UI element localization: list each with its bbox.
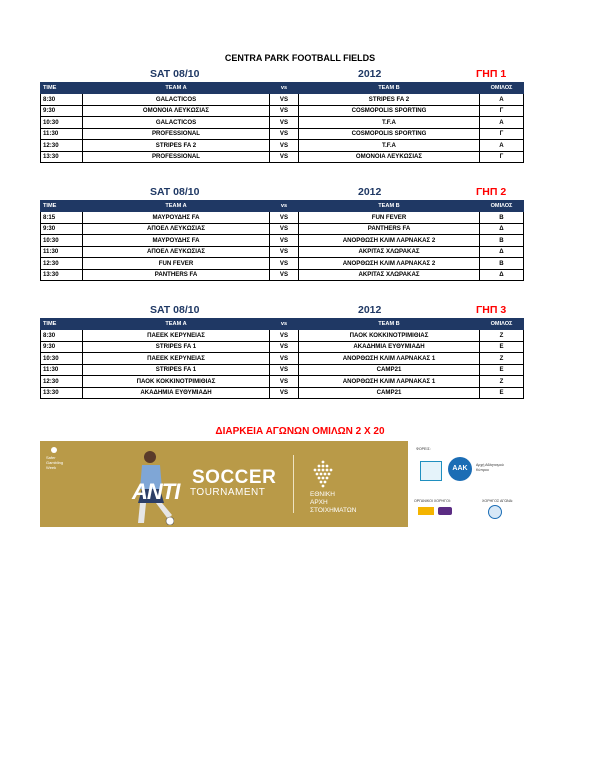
- section-date: SAT 08/10: [150, 304, 200, 316]
- section-field: ΓΗΠ 3: [476, 304, 507, 316]
- cell-time: 9:30: [41, 223, 83, 235]
- sponsor-logo-1: [418, 507, 434, 515]
- cell-team-a: STRIPES FA 2: [83, 140, 270, 152]
- sponsor-logo-2: [438, 507, 452, 515]
- cell-time: 8:30: [41, 94, 83, 106]
- cell-team-a: PROFESSIONAL: [83, 128, 270, 140]
- cell-team-a: ΑΠΟΕΛ ΛΕΥΚΩΣΙΑΣ: [83, 223, 270, 235]
- tournament-logo-text: TOURNAMENT: [190, 487, 266, 498]
- cell-group: Δ: [480, 246, 524, 258]
- organizer-2-name: Αρχή Αθλητισμού Κύπρου: [476, 463, 504, 472]
- cell-team-b: PANTHERS FA: [299, 223, 480, 235]
- table-row: [41, 258, 524, 270]
- table-row: [41, 330, 524, 342]
- column-header-vs: vs: [270, 201, 299, 212]
- cell-vs: VS: [270, 330, 299, 342]
- schedule-section-field-3: [40, 304, 516, 399]
- organizer-logo-1: [420, 461, 442, 481]
- cell-vs: VS: [270, 376, 299, 388]
- sponsor-banner: [40, 441, 516, 527]
- authority-name: [310, 491, 356, 515]
- table-row: [41, 140, 524, 152]
- cell-group: Ε: [480, 364, 524, 376]
- cell-time: 8:30: [41, 330, 83, 342]
- cell-group: Α: [480, 117, 524, 129]
- schedule-table: [40, 82, 524, 163]
- cell-team-b: ΑΚΡΙΤΑΣ ΧΛΩΡΑΚΑΣ: [299, 246, 480, 258]
- cell-team-a: ΑΠΟΕΛ ΛΕΥΚΩΣΙΑΣ: [83, 246, 270, 258]
- cell-team-a: ΑΚΑΔΗΜΙΑ ΕΥΘΥΜΙΑΔΗ: [83, 387, 270, 399]
- cell-team-a: FUN FEVER: [83, 258, 270, 270]
- table-row: [41, 353, 524, 365]
- cell-team-b: STRIPES FA 2: [299, 94, 480, 106]
- table-row: [41, 235, 524, 247]
- cell-team-a: PROFESSIONAL: [83, 151, 270, 163]
- table-row: [41, 387, 524, 399]
- column-header-team-a: TEAM A: [83, 201, 270, 212]
- column-header-group: ΟΜΙΛΟΣ: [480, 319, 524, 330]
- cell-group: Ε: [480, 341, 524, 353]
- table-row: [41, 128, 524, 140]
- official-sponsors-label: ΟΡΓΑΝΙΚΟΙ ΧΟΡΗΓΟΙ:: [414, 499, 451, 503]
- cell-vs: VS: [270, 387, 299, 399]
- column-header-team-a: TEAM A: [83, 83, 270, 94]
- schedule-section-field-2: [40, 186, 516, 281]
- section-field: ΓΗΠ 2: [476, 186, 507, 198]
- table-row: [41, 212, 524, 224]
- table-header-row: [41, 83, 524, 94]
- table-row: [41, 94, 524, 106]
- cell-team-b: ΑΝΟΡΘΩΣΗ ΚΛΙΜ ΛΑΡΝΑΚΑΣ 2: [299, 235, 480, 247]
- cell-group: Α: [480, 140, 524, 152]
- cell-team-b: T.F.A: [299, 140, 480, 152]
- table-row: [41, 246, 524, 258]
- cell-team-b: CAMP21: [299, 387, 480, 399]
- section-field: ΓΗΠ 1: [476, 68, 507, 80]
- column-header-group: ΟΜΙΛΟΣ: [480, 201, 524, 212]
- cell-team-b: COSMOPOLIS SPORTING: [299, 128, 480, 140]
- column-header-vs: vs: [270, 319, 299, 330]
- section-year: 2012: [358, 68, 382, 80]
- cell-team-b: ΑΚΡΙΤΑΣ ΧΛΩΡΑΚΑΣ: [299, 269, 480, 281]
- cell-vs: VS: [270, 212, 299, 224]
- cell-group: Ζ: [480, 376, 524, 388]
- authority-line: ΕΘΝΙΚΗ: [310, 491, 335, 498]
- cell-group: Δ: [480, 269, 524, 281]
- cell-time: 12:30: [41, 376, 83, 388]
- cell-team-a: ΠΑΕΕΚ ΚΕΡΥΝΕΙΑΣ: [83, 330, 270, 342]
- cell-group: Γ: [480, 105, 524, 117]
- cell-team-a: PANTHERS FA: [83, 269, 270, 281]
- cell-vs: VS: [270, 246, 299, 258]
- cell-team-a: STRIPES FA 1: [83, 364, 270, 376]
- section-header: [40, 304, 516, 318]
- cell-time: 10:30: [41, 117, 83, 129]
- authority-line: ΑΡΧΗ: [310, 499, 328, 506]
- cell-team-b: COSMOPOLIS SPORTING: [299, 105, 480, 117]
- cell-vs: VS: [270, 117, 299, 129]
- column-header-team-b: TEAM B: [299, 319, 480, 330]
- cell-time: 9:30: [41, 105, 83, 117]
- safer-gambling-logo: [46, 447, 62, 477]
- cell-time: 11:30: [41, 364, 83, 376]
- cell-vs: VS: [270, 258, 299, 270]
- cell-vs: VS: [270, 223, 299, 235]
- cell-time: 13:30: [41, 269, 83, 281]
- cell-team-b: ΠΑΟΚ ΚΟΚΚΙΝΟΤΡΙΜΙΘΙΑΣ: [299, 330, 480, 342]
- cell-vs: VS: [270, 341, 299, 353]
- cell-team-a: GALACTICOS: [83, 117, 270, 129]
- cell-time: 12:30: [41, 140, 83, 152]
- cell-time: 10:30: [41, 235, 83, 247]
- section-header: [40, 68, 516, 82]
- table-row: [41, 223, 524, 235]
- column-header-time: TIME: [41, 319, 83, 330]
- anti-logo-text: ANTI: [132, 479, 180, 504]
- section-year: 2012: [358, 186, 382, 198]
- cell-team-a: ΠΑΕΕΚ ΚΕΡΥΝΕΙΑΣ: [83, 353, 270, 365]
- table-row: [41, 105, 524, 117]
- cell-time: 12:30: [41, 258, 83, 270]
- cell-group: Ζ: [480, 330, 524, 342]
- cell-vs: VS: [270, 94, 299, 106]
- column-header-team-a: TEAM A: [83, 319, 270, 330]
- table-row: [41, 341, 524, 353]
- column-header-group: ΟΜΙΛΟΣ: [480, 83, 524, 94]
- table-row: [41, 376, 524, 388]
- cell-vs: VS: [270, 140, 299, 152]
- table-header-row: [41, 319, 524, 330]
- cell-team-b: ΑΚΑΔΗΜΙΑ ΕΥΘΥΜΙΑΔΗ: [299, 341, 480, 353]
- cell-time: 9:30: [41, 341, 83, 353]
- cell-group: Γ: [480, 128, 524, 140]
- column-header-time: TIME: [41, 83, 83, 94]
- cell-vs: VS: [270, 151, 299, 163]
- safer-gambling-text: Safer Gambling Week: [46, 455, 64, 470]
- cell-team-a: ΜΑΥΡΟΥΔΗΣ FA: [83, 212, 270, 224]
- cell-vs: VS: [270, 235, 299, 247]
- cell-group: Ζ: [480, 353, 524, 365]
- safer-gambling-dot-icon: [51, 447, 57, 453]
- cell-team-a: STRIPES FA 1: [83, 341, 270, 353]
- section-year: 2012: [358, 304, 382, 316]
- cell-team-b: CAMP21: [299, 364, 480, 376]
- cell-vs: VS: [270, 269, 299, 281]
- cell-vs: VS: [270, 364, 299, 376]
- table-row: [41, 117, 524, 129]
- table-row: [41, 269, 524, 281]
- cell-group: Β: [480, 235, 524, 247]
- soccer-logo-text: SOCCER: [192, 467, 277, 488]
- cell-team-b: ΑΝΟΡΘΩΣΗ ΚΛΙΜ ΛΑΡΝΑΚΑΣ 1: [299, 376, 480, 388]
- cell-group: Ε: [480, 387, 524, 399]
- cell-group: Δ: [480, 223, 524, 235]
- cell-team-b: ΑΝΟΡΘΩΣΗ ΚΛΙΜ ΛΑΡΝΑΚΑΣ 1: [299, 353, 480, 365]
- column-header-team-b: TEAM B: [299, 201, 480, 212]
- table-row: [41, 151, 524, 163]
- cell-group: Γ: [480, 151, 524, 163]
- cell-time: 10:30: [41, 353, 83, 365]
- cell-time: 8:15: [41, 212, 83, 224]
- cell-team-b: T.F.A: [299, 117, 480, 129]
- column-header-team-b: TEAM B: [299, 83, 480, 94]
- authority-crest-icon: [312, 459, 334, 489]
- cell-team-a: ΜΑΥΡΟΥΔΗΣ FA: [83, 235, 270, 247]
- table-header-row: [41, 201, 524, 212]
- cell-team-b: ΑΝΟΡΘΩΣΗ ΚΛΙΜ ΛΑΡΝΑΚΑΣ 2: [299, 258, 480, 270]
- section-date: SAT 08/10: [150, 68, 200, 80]
- cell-vs: VS: [270, 105, 299, 117]
- section-date: SAT 08/10: [150, 186, 200, 198]
- cell-time: 11:30: [41, 128, 83, 140]
- cell-team-b: FUN FEVER: [299, 212, 480, 224]
- schedule-table: [40, 200, 524, 281]
- cell-team-a: GALACTICOS: [83, 94, 270, 106]
- column-header-time: TIME: [41, 201, 83, 212]
- cell-time: 13:30: [41, 387, 83, 399]
- page-title: CENTRA PARK FOOTBALL FIELDS: [224, 53, 376, 63]
- section-header: [40, 186, 516, 200]
- organizers-label: ΦΟΡΕΙΣ:: [416, 447, 431, 451]
- cell-team-a: ΟΜΟΝΟΙΑ ΛΕΥΚΩΣΙΑΣ: [83, 105, 270, 117]
- cell-group: Β: [480, 212, 524, 224]
- venue-sponsor-label: ΧΟΡΗΓΟΣ ΑΓΩΝΑ:: [482, 499, 514, 503]
- schedule-section-field-1: [40, 68, 516, 163]
- table-row: [41, 364, 524, 376]
- authority-line: ΣΤΟΙΧΗΜΑΤΩΝ: [310, 507, 357, 514]
- match-duration-note: ΔΙΑΡΚΕΙΑ ΑΓΩΝΩΝ ΟΜΙΛΩΝ 2 Χ 20: [215, 426, 385, 437]
- venue-sponsor-logo: [488, 505, 502, 519]
- schedule-table: [40, 318, 524, 399]
- cell-time: 13:30: [41, 151, 83, 163]
- cell-group: Α: [480, 94, 524, 106]
- cell-team-a: ΠΑΟΚ ΚΟΚΚΙΝΟΤΡΙΜΙΘΙΑΣ: [83, 376, 270, 388]
- column-header-vs: vs: [270, 83, 299, 94]
- cell-time: 11:30: [41, 246, 83, 258]
- organizer-logo-2: ΑΑΚ: [448, 457, 472, 481]
- banner-divider: [293, 455, 294, 513]
- cell-team-b: ΟΜΟΝΟΙΑ ΛΕΥΚΩΣΙΑΣ: [299, 151, 480, 163]
- cell-vs: VS: [270, 353, 299, 365]
- cell-vs: VS: [270, 128, 299, 140]
- cell-group: Β: [480, 258, 524, 270]
